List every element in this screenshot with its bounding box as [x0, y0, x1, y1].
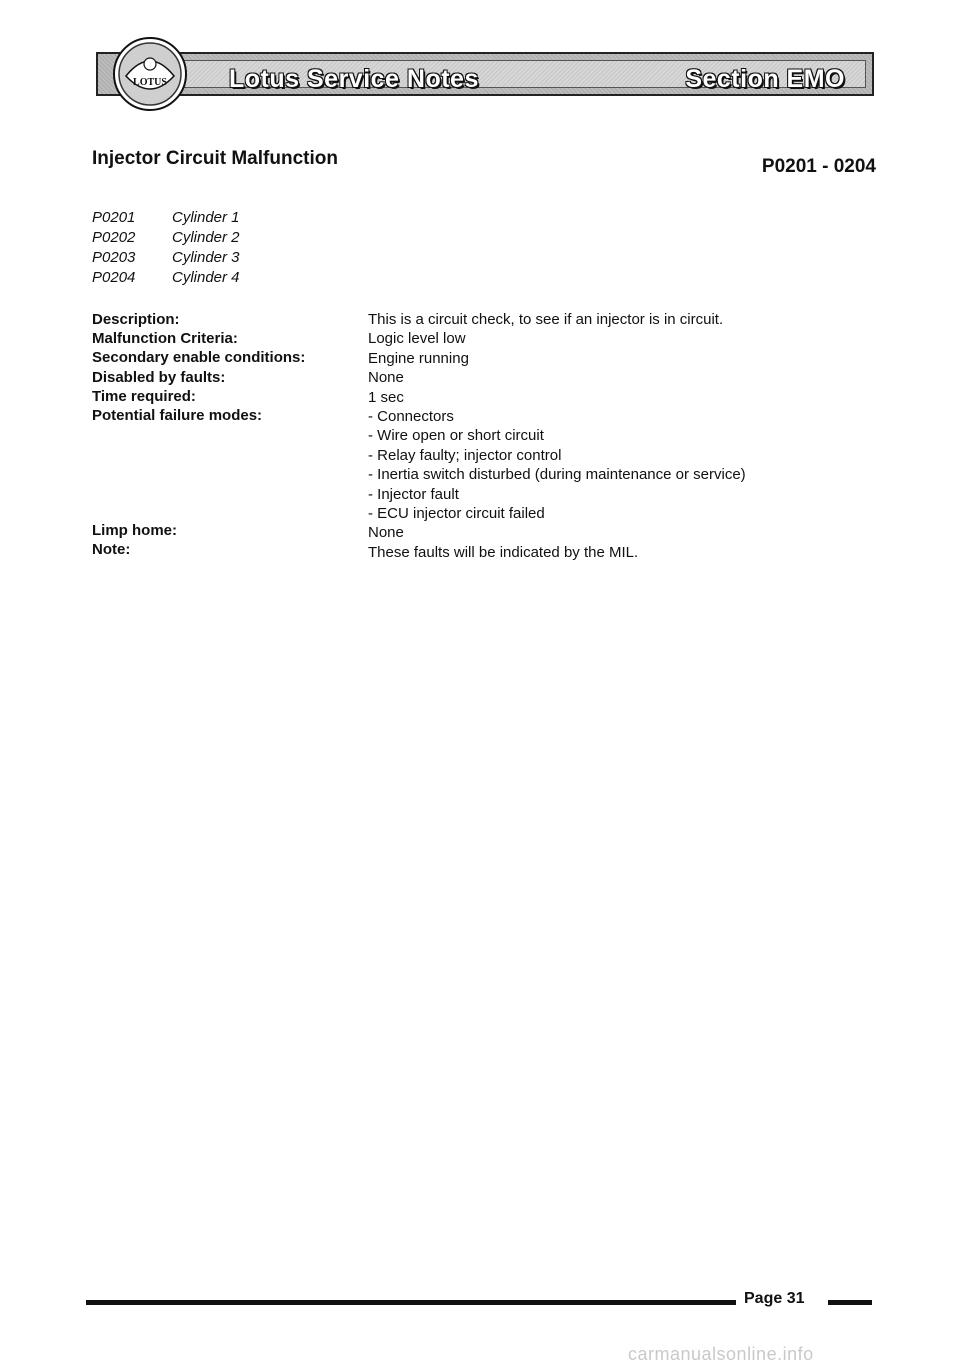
value-disabled-by: None [368, 369, 404, 387]
watermark: carmanualsonline.info [628, 1344, 814, 1364]
label-disabled-by: Disabled by faults: [92, 368, 226, 386]
footer-rule-end [828, 1300, 872, 1305]
label-malfunction-criteria: Malfunction Criteria: [92, 330, 238, 348]
label-description: Description: [92, 311, 180, 328]
lotus-logo-icon [112, 36, 188, 112]
header-section: Section EMO [685, 65, 845, 93]
fault-code: P0202 [92, 229, 136, 246]
cylinder-code-list [92, 208, 240, 288]
failure-mode-item: - Wire open or short circuit [368, 427, 544, 445]
header-banner-inner [128, 60, 866, 93]
code-row [92, 228, 240, 248]
logo-text: LOTUS [133, 77, 167, 88]
cylinder-label: Cylinder 1 [172, 209, 240, 226]
header-banner [96, 52, 874, 96]
value-limp-home: None [368, 524, 404, 542]
value-secondary-enable: Engine running [368, 349, 469, 367]
label-note: Note: [92, 541, 131, 559]
label-secondary-enable: Secondary enable conditions: [92, 349, 306, 367]
cylinder-label: Cylinder 4 [172, 269, 240, 286]
failure-mode-item: - Relay faulty; injector control [368, 446, 562, 464]
page-number: Page 31 [744, 1290, 805, 1307]
failure-mode-item: - Injector fault [368, 485, 459, 503]
fault-code: P0201 [92, 209, 136, 226]
label-time-required: Time required: [92, 387, 196, 405]
header-title: Lotus Service Notes [229, 65, 479, 93]
value-note: These faults will be indicated by the MIL. [368, 543, 639, 561]
label-failure-modes: Potential failure modes: [92, 406, 263, 424]
fault-code-range: P0201 - 0204 [761, 156, 876, 177]
label-limp-home: Limp home: [92, 522, 177, 540]
page-title: Injector Circuit Malfunction [92, 148, 338, 169]
code-row [92, 268, 240, 288]
footer-rule [86, 1300, 736, 1305]
failure-mode-item: - Connectors [368, 407, 454, 425]
cylinder-label: Cylinder 3 [172, 249, 240, 266]
failure-mode-item: - Inertia switch disturbed (during maintenance or service) [368, 466, 746, 484]
detail-labels [92, 310, 305, 559]
fault-code: P0204 [92, 269, 136, 286]
detail-values [368, 310, 746, 562]
code-row [92, 208, 240, 228]
value-malfunction-criteria: Logic level low [368, 330, 466, 348]
code-row [92, 248, 240, 268]
value-description: This is a circuit check, to see if an injector is in circuit. [368, 311, 724, 328]
failure-mode-item: - ECU injector circuit failed [368, 504, 545, 522]
fault-code: P0203 [92, 249, 136, 266]
cylinder-label: Cylinder 2 [172, 229, 240, 246]
value-time-required: 1 sec [368, 388, 404, 406]
